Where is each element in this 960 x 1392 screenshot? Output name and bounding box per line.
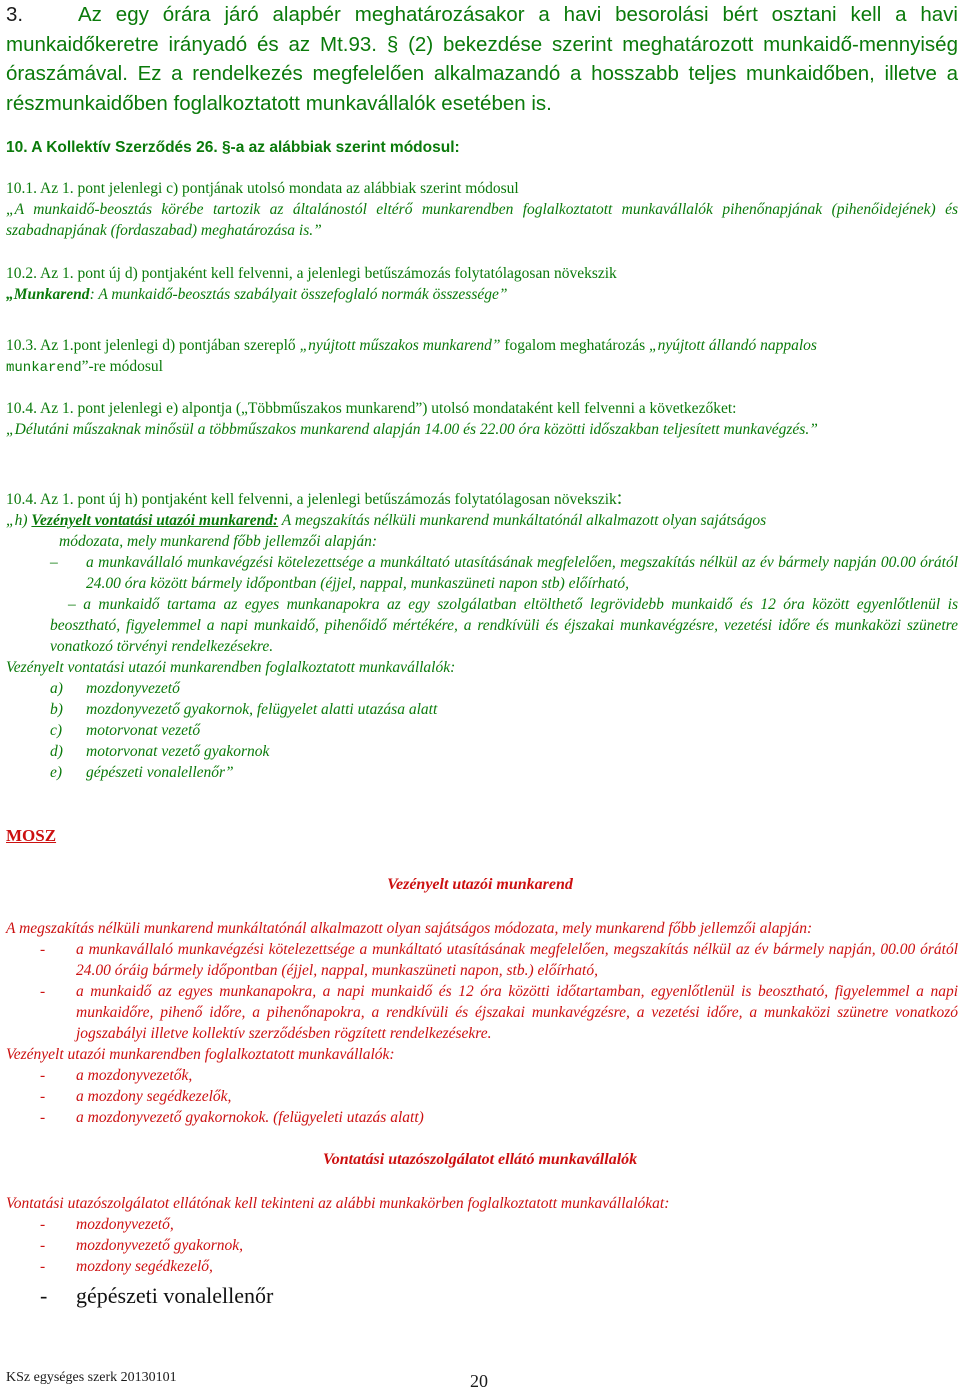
dash-marker: -	[40, 1283, 48, 1308]
mosz-dash-1	[6, 939, 958, 981]
dash-marker: -	[40, 1216, 46, 1233]
mosz-label: MOSZ	[6, 826, 57, 845]
list-item	[6, 1107, 958, 1128]
dash-text: a munkaidő az egyes munkanapokra, a napi munkaidő és 12 óra közötti időtartamban, egyenlőtlenül is beosztható, figyelemmel a napi munkaidőre, pihenő időre, a pihenőnapokra, a rendkívüli és éjszakai munkavégzésre, a vezetési időre, a munkaközi szünetre vonatkozó jogszabályi illetve kollektív szerződésben rögzített rendelkezésekre.	[76, 983, 958, 1042]
dash-marker: -	[40, 1088, 46, 1105]
list-intro: Vezényelt vontatási utazói munkarendben foglalkoztatott munkavállalók:	[6, 659, 456, 676]
list-text: mozdonyvezető,	[76, 1216, 174, 1233]
dash-marker: -	[40, 1237, 46, 1254]
section-10-3-tail: ”-re módosul	[81, 358, 163, 375]
list-item	[6, 741, 958, 762]
dash-marker: –	[50, 554, 58, 571]
list-letter: c)	[50, 722, 63, 739]
dash-marker: -	[40, 941, 46, 958]
vusz-title: Vontatási utazószolgálatot ellátó munkavállalók	[322, 1151, 638, 1168]
list-item	[6, 720, 958, 741]
list-text: a mozdonyvezető gyakornokok. (felügyeleti utazás alatt)	[76, 1109, 424, 1126]
term-new: „nyújtott állandó nappalos	[648, 337, 817, 354]
section-10-2-lead: 10.2. Az 1. pont új d) pontjaként kell felvenni, a jelenlegi betűszámozás folytatólagosan növekszik	[6, 265, 617, 282]
list-text: mozdonyvezető	[86, 680, 180, 697]
section-10-2-quote	[6, 284, 958, 305]
list-letter: a)	[50, 680, 63, 697]
list-letter: e)	[50, 764, 63, 781]
section-10-1-quote: „A munkaidő-beosztás körébe tartozik az általánostól eltérő munkarendben foglalkoztatott munkavállalók pihenőnapjának (pihenőidejének) és szabadnapjának (fordaszabad) meghatározása is.”	[6, 201, 958, 239]
section-10-4-a	[6, 398, 958, 440]
list-letter: d)	[50, 743, 63, 760]
footer-doc-label: KSz egységes szerk 20130101	[6, 1370, 177, 1385]
section-10-4-a-lead: 10.4. Az 1. pont jelenlegi e) alpontja („Többműszakos munkarend”) utolsó mondataként kell felvenni a következőket:	[6, 400, 737, 417]
list-text: gépészeti vonalellenőr	[76, 1283, 274, 1308]
dash-text: a munkavállaló munkavégzési kötelezettsége a munkáltató utasításának megfelelően, megszakítás nélkül az év bármely napján, 00.00 órától 24.00 óráig bármely időpontban (éjjel, nappal, munkaszüneti napon, stb.) előírható,	[76, 941, 958, 979]
item-h-label: „h)	[6, 512, 32, 529]
term-vezenyelt-vontatasi: Vezényelt vontatási utazói munkarend:	[31, 512, 279, 529]
section-10-4-a-quote: „Délutáni műszaknak minősül a többműszakos munkarend alapján 14.00 és 22.00 óra közötti időszakban teljesített munkavégzés.”	[6, 421, 818, 438]
list-letter: b)	[50, 701, 63, 718]
section-heading-10: 10. A Kollektív Szerződés 26. §-a az alábbiak szerint módosul:	[6, 139, 460, 156]
term-munkarend: Munkarend	[13, 286, 90, 303]
definition-h-cont: módozata, mely munkarend főbb jellemzői alapján:	[59, 533, 377, 550]
section-10-1-lead: 10.1. Az 1. pont jelenlegi c) pontjának utolsó mondata az alábbiak szerint módosul	[6, 180, 519, 197]
vusz-body	[6, 1193, 958, 1311]
section-10-3-mid: fogalom meghatározás	[500, 337, 649, 354]
dash-marker: -	[40, 1109, 46, 1126]
section-10-4-b	[6, 488, 958, 783]
list-text: motorvonat vezető	[86, 722, 201, 739]
section-10-3-lead: 10.3. Az 1.pont jelenlegi d) pontjában szereplő	[6, 337, 300, 354]
dash-item-1	[6, 552, 958, 594]
colon: :	[616, 487, 623, 509]
list-item	[6, 678, 958, 699]
list-text: mozdonyvezető gyakornok, felügyelet alatti utazása alatt	[86, 701, 438, 718]
term-new-cont: munkarend	[6, 360, 82, 376]
paragraph-number: 3.	[6, 3, 24, 26]
section-10-1	[6, 178, 958, 241]
definition-h	[6, 510, 958, 531]
mosz-list-intro: Vezényelt utazói munkarendben foglalkoztatott munkavállalók:	[6, 1046, 395, 1063]
list-item-large	[6, 1281, 958, 1311]
quote-mark: „	[6, 286, 14, 303]
list-item	[6, 1214, 958, 1235]
mosz-intro: A megszakítás nélküli munkarend munkáltatónál alkalmazott olyan sajátságos módozata, mely munkarend főbb jellemzői alapján:	[6, 920, 813, 937]
paragraph-text: Az egy órára járó alapbér meghatározásakor a havi besorolási bért osztani kell a havi munkaidőkeretre irányadó és az Mt.93. § (2) bekezdése szerint meghatározott munkaidő-mennyiség óraszámával. Ez a rendelkezés megfelelően alkalmazandó a hosszabb teljes munkaidőben, illetve a részmunkaidőben foglalkoztatott munkavállalók esetében is.	[6, 3, 958, 115]
paragraph-3	[6, 0, 958, 118]
mosz-dash-2	[6, 981, 958, 1044]
dash-marker: -	[40, 1258, 46, 1275]
list-text: motorvonat vezető gyakornok	[86, 743, 270, 760]
mosz-body	[6, 918, 958, 1128]
list-item	[6, 699, 958, 720]
list-text: a mozdonyvezetők,	[76, 1067, 193, 1084]
definition-h-text: A megszakítás nélküli munkarend munkáltatónál alkalmazott olyan sajátságos	[278, 512, 767, 529]
dash-item-2: – a munkaidő tartama az egyes munkanapokra az egy szolgálatban eltölthető legrövidebb munkaidő és 12 óra között egyenlőtlenül is beosztható, figyelemmel a napi munkaidő, pihenőidő mértékére, a rendkívüli és éjszakai munkavégzésre, vezetési időre és munkaközi szünetre vonatkozó törvényi rendelkezésekre.	[50, 596, 958, 655]
section-10-3	[6, 335, 958, 379]
section-10-2	[6, 263, 958, 305]
list-text: mozdony segédkezelő,	[76, 1258, 213, 1275]
list-item	[6, 1256, 958, 1277]
list-text: gépészeti vonalellenőr”	[86, 764, 234, 781]
mosz-title: Vezényelt utazói munkarend	[387, 876, 573, 893]
dash-marker: -	[40, 983, 46, 1000]
definition-text: : A munkaidő-beosztás szabályait összefoglaló normák összessége”	[89, 286, 508, 303]
list-item	[6, 762, 958, 783]
term-old: „nyújtott műszakos munkarend”	[299, 337, 501, 354]
list-text: a mozdony segédkezelők,	[76, 1088, 232, 1105]
list-text: mozdonyvezető gyakornok,	[76, 1237, 244, 1254]
list-item	[6, 1086, 958, 1107]
section-10-4-b-lead: 10.4. Az 1. pont új h) pontjaként kell felvenni, a jelenlegi betűszámozás folytatólagosan növekszik	[6, 491, 617, 508]
list-item	[6, 1065, 958, 1086]
vusz-intro: Vontatási utazószolgálatot ellátónak kell tekinteni az alábbi munkakörben foglalkoztatott munkavállalókat:	[6, 1195, 670, 1212]
list-item	[6, 1235, 958, 1256]
dash-marker: -	[40, 1067, 46, 1084]
page-number: 20	[470, 1371, 488, 1391]
dash-item-text: a munkavállaló munkavégzési kötelezettsége a munkáltató utasításának megfelelően, megszakítás nélkül az év bármely napján 00.00 órától 24.00 óra között bármely időpontban (éjjel, nappal, munkaszüneti napon stb) előírható,	[86, 554, 958, 592]
